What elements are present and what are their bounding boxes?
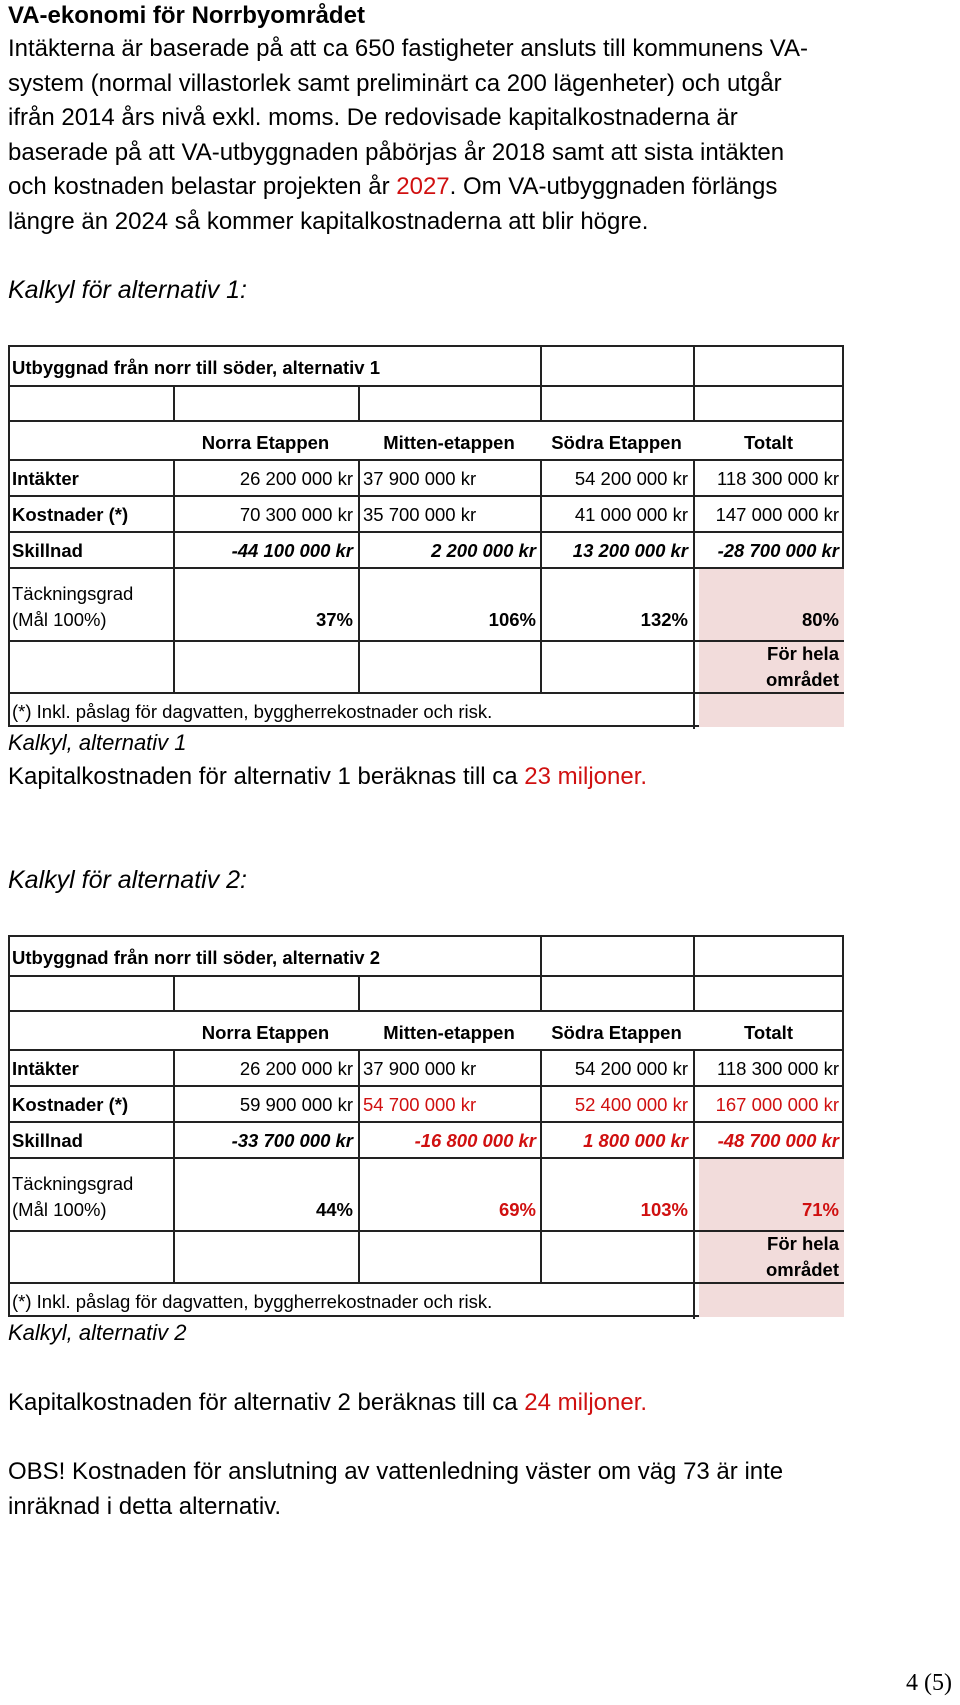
- table-title: Utbyggnad från norr till söder, alternativ 2: [12, 947, 381, 968]
- row-label-skillnad: Skillnad: [12, 540, 83, 561]
- kapital-text: Kapitalkostnaden för alternativ 2 beräknas till ca: [8, 1389, 525, 1416]
- intakter-sodra: 54 200 000 kr: [574, 1058, 688, 1079]
- intro-line: Intäkterna är baserade på att ca 650 fastigheter ansluts till kommunens VA-: [8, 35, 808, 62]
- skillnad-sodra: 1 800 000 kr: [583, 1130, 688, 1151]
- header-totalt: Totalt: [744, 432, 793, 453]
- alt1-kapital: [8, 763, 647, 791]
- tackning-sodra: 132%: [640, 609, 688, 630]
- intakter-totalt: 118 300 000 kr: [716, 468, 839, 489]
- skillnad-norra: -33 700 000 kr: [231, 1130, 353, 1151]
- kostnader-totalt: 147 000 000 kr: [715, 504, 839, 525]
- kostnader-mitten: 35 700 000 kr: [363, 504, 477, 525]
- kostnader-sodra: 52 400 000 kr: [574, 1094, 688, 1115]
- intro-line: ifrån 2014 års nivå exkl. moms. De redovisade kapitalkostnaderna är: [8, 104, 738, 132]
- obs-line: inräknad i detta alternativ.: [8, 1493, 282, 1520]
- alt1-heading: Kalkyl för alternativ 1:: [8, 276, 247, 304]
- tackning-mitten: 69%: [498, 1199, 536, 1220]
- skillnad-totalt: -28 700 000 kr: [717, 540, 839, 561]
- header-norra: Norra Etappen: [201, 1022, 330, 1043]
- intakter-totalt: 118 300 000 kr: [716, 1058, 839, 1079]
- alt1-caption: Kalkyl, alternativ 1: [8, 730, 187, 755]
- for-hela-label: För hela: [767, 643, 839, 664]
- alt2-kapital: [8, 1389, 647, 1417]
- intakter-norra: 26 200 000 kr: [239, 1058, 353, 1079]
- row-label-mal: (Mål 100%): [12, 1199, 107, 1220]
- skillnad-totalt: -48 700 000 kr: [717, 1130, 839, 1151]
- alt2-caption: Kalkyl, alternativ 2: [8, 1320, 187, 1345]
- page-number: 4 (5): [906, 1670, 952, 1696]
- row-label-intakter: Intäkter: [12, 1058, 79, 1079]
- intro-text: . Om VA-utbyggnaden förlängs: [449, 173, 778, 201]
- alt2-table: [8, 935, 844, 1317]
- alt2-heading: Kalkyl för alternativ 2:: [8, 866, 247, 894]
- header-norra: Norra Etappen: [201, 432, 330, 453]
- intro-line: baserade på att VA-utbyggnaden påbörjas år 2018 samt att sista intäkten: [8, 138, 785, 166]
- footnote: (*) Inkl. påslag för dagvatten, byggherrekostnader och risk.: [12, 1291, 493, 1312]
- row-label-kostnader: Kostnader (*): [12, 504, 129, 525]
- skillnad-mitten: -16 800 000 kr: [414, 1130, 536, 1151]
- skillnad-norra: -44 100 000 kr: [231, 540, 353, 561]
- omradet-label: området: [766, 669, 839, 690]
- row-label-tackningsgrad: Täckningsgrad: [12, 583, 134, 604]
- kostnader-mitten: 54 700 000 kr: [363, 1094, 477, 1115]
- intakter-mitten: 37 900 000 kr: [363, 1058, 477, 1079]
- for-hela-label: För hela: [767, 1233, 839, 1254]
- row-label-tackningsgrad: Täckningsgrad: [12, 1173, 134, 1194]
- obs-line: OBS! Kostnaden för anslutning av vattenledning väster om väg 73 är inte: [8, 1458, 784, 1485]
- header-totalt: Totalt: [744, 1022, 793, 1043]
- intro-year-highlight: 2027: [396, 173, 450, 201]
- alt1-table: [8, 345, 844, 727]
- intakter-mitten: 37 900 000 kr: [363, 468, 477, 489]
- kostnader-norra: 70 300 000 kr: [239, 504, 353, 525]
- omradet-label: området: [766, 1259, 839, 1280]
- row-label-skillnad: Skillnad: [12, 1130, 83, 1151]
- kostnader-totalt: 167 000 000 kr: [715, 1094, 839, 1115]
- kostnader-norra: 59 900 000 kr: [239, 1094, 353, 1115]
- kapital-text: Kapitalkostnaden för alternativ 1 beräknas till ca: [8, 763, 525, 790]
- tackning-sodra: 103%: [640, 1199, 688, 1220]
- kapital-amount: 24 miljoner.: [524, 1389, 648, 1416]
- skillnad-sodra: 13 200 000 kr: [572, 540, 688, 561]
- tackning-mitten: 106%: [488, 609, 536, 630]
- row-label-intakter: Intäkter: [12, 468, 79, 489]
- header-sodra: Södra Etappen: [551, 432, 682, 453]
- skillnad-mitten: 2 200 000 kr: [431, 540, 536, 561]
- intro-text: och kostnaden belastar projekten år: [8, 173, 397, 201]
- intro-line: [8, 170, 808, 205]
- kostnader-sodra: 41 000 000 kr: [574, 504, 688, 525]
- tackning-totalt: 80%: [801, 609, 839, 630]
- tackning-norra: 44%: [315, 1199, 353, 1220]
- row-label-kostnader: Kostnader (*): [12, 1094, 129, 1115]
- intro-paragraph: [8, 32, 808, 240]
- header-sodra: Södra Etappen: [551, 1022, 682, 1043]
- intro-line: längre än 2024 så kommer kapitalkostnaderna att blir högre.: [8, 207, 649, 235]
- kapital-amount: 23 miljoner.: [524, 763, 648, 790]
- tackning-totalt: 71%: [801, 1199, 839, 1220]
- footnote: (*) Inkl. påslag för dagvatten, byggherrekostnader och risk.: [12, 701, 493, 722]
- intro-line: system (normal villastorlek samt preliminärt ca 200 lägenheter) och utgår: [8, 69, 782, 97]
- header-mitten: Mitten-etappen: [383, 1022, 515, 1043]
- tackning-norra: 37%: [315, 609, 353, 630]
- header-mitten: Mitten-etappen: [383, 432, 515, 453]
- intakter-norra: 26 200 000 kr: [239, 468, 353, 489]
- row-label-mal: (Mål 100%): [12, 609, 107, 630]
- table-title: Utbyggnad från norr till söder, alternativ 1: [12, 357, 381, 378]
- intakter-sodra: 54 200 000 kr: [574, 468, 688, 489]
- page-title: VA-ekonomi för Norrbyområdet: [8, 2, 365, 29]
